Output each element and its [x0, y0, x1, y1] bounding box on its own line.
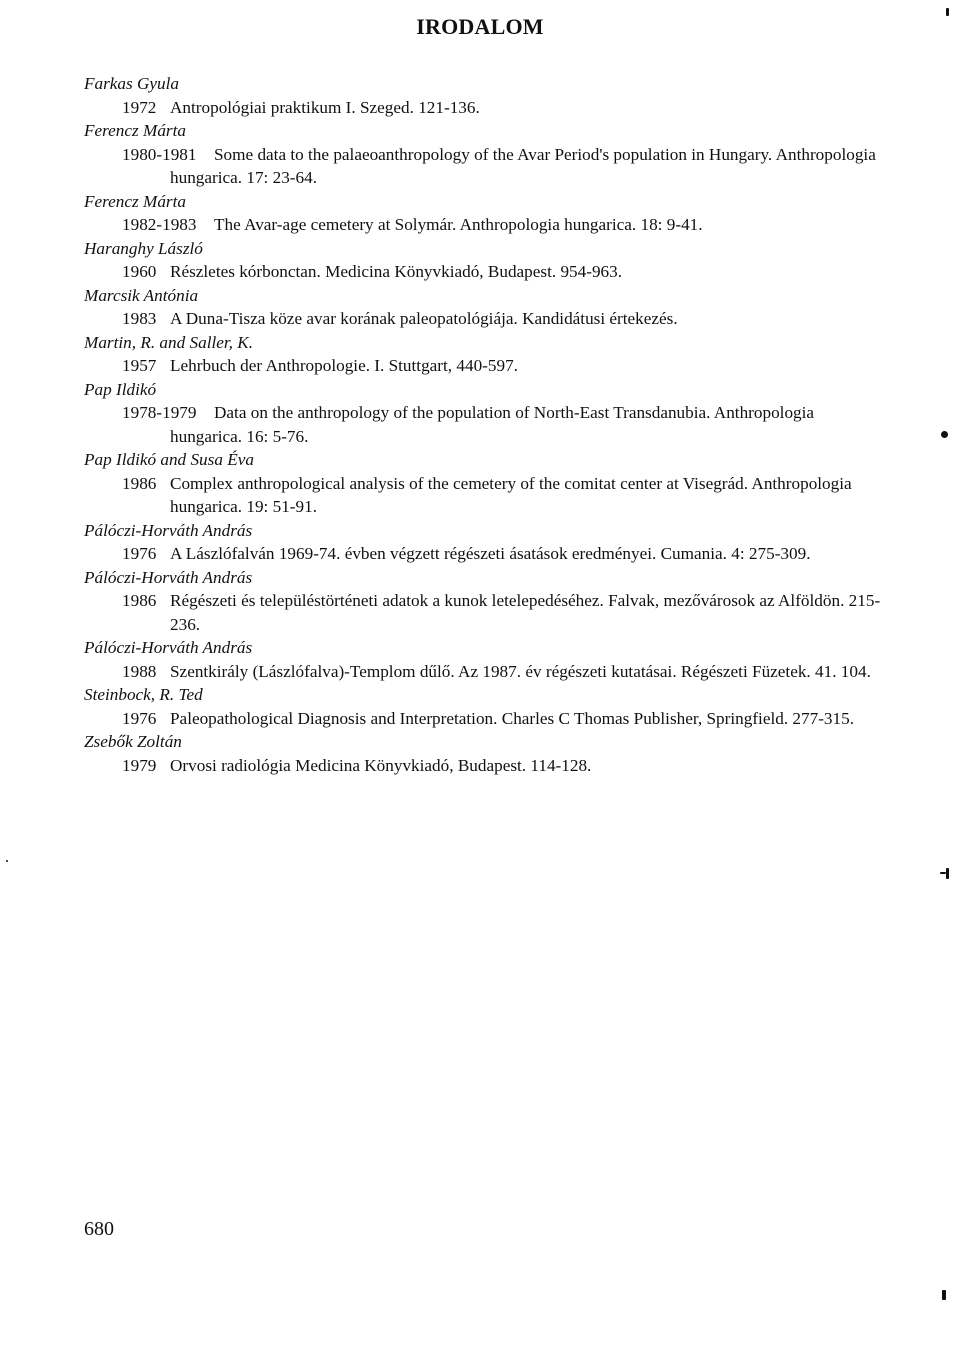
reference-text: Régészeti és településtörténeti adatok a kunok letelepedéséhez. Falvak, mezővárosok az Alföldön. 215-236.	[170, 591, 881, 634]
reference-list	[84, 72, 884, 777]
reference-item	[84, 284, 884, 331]
reference-year: 1976	[122, 544, 157, 563]
reference-entry	[84, 472, 884, 519]
scan-speck	[942, 1290, 946, 1300]
reference-item	[84, 636, 884, 683]
reference-author: Pálóczi-Horváth András	[84, 567, 253, 587]
reference-text: A Lászlófalván 1969-74. évben végzett régészeti ásatások eredményei. Cumania. 4: 275-309.	[170, 544, 811, 563]
reference-text: Antropológiai praktikum I. Szeged. 121-136.	[170, 97, 480, 117]
reference-year: 1982-1983	[122, 215, 197, 234]
reference-text: Lehrbuch der Anthropologie. I. Stuttgart, 440-597.	[170, 356, 518, 375]
reference-year: 1983	[122, 309, 157, 328]
reference-entry	[84, 542, 884, 566]
scan-speck	[941, 431, 948, 438]
reference-text: Paleopathological Diagnosis and Interpretation. Charles C Thomas Publisher, Springfield. 277-315.	[170, 708, 854, 728]
reference-author: Pap Ildikó and Susa Éva	[84, 450, 254, 469]
reference-entry	[84, 754, 884, 778]
reference-year: 1960	[122, 262, 157, 281]
reference-year: 1986	[122, 591, 157, 610]
reference-author: Ferencz Márta	[84, 191, 186, 211]
reference-item	[84, 730, 884, 777]
reference-year: 1988	[122, 661, 157, 681]
reference-author: Marcsik Antónia	[84, 285, 199, 305]
reference-item	[84, 119, 884, 190]
reference-year: 1972	[122, 97, 157, 117]
reference-author: Haranghy László	[84, 238, 203, 258]
page-number: 680	[84, 1218, 114, 1240]
reference-entry	[84, 354, 884, 378]
reference-item	[84, 448, 884, 519]
scan-speck	[946, 868, 949, 879]
reference-entry	[84, 307, 884, 331]
scan-speck	[946, 8, 949, 16]
scan-speck	[6, 860, 8, 862]
reference-author: Pálóczi-Horváth András	[84, 638, 253, 657]
reference-item	[84, 566, 884, 637]
reference-year: 1957	[122, 356, 157, 375]
reference-author: Pálóczi-Horváth András	[84, 520, 253, 540]
reference-text: A Duna-Tisza köze avar korának paleopatológiája. Kandidátusi értekezés.	[170, 309, 678, 328]
reference-entry	[84, 401, 884, 448]
reference-entry	[84, 707, 884, 731]
reference-author: Steinbock, R. Ted	[84, 685, 203, 704]
reference-text: Data on the anthropology of the population of North-East Transdanubia. Anthropologia hungarica. 16: 5-76.	[170, 403, 815, 446]
reference-entry	[84, 589, 884, 636]
page-title: IRODALOM	[416, 14, 544, 39]
reference-item	[84, 378, 884, 449]
reference-author: Farkas Gyula	[84, 74, 179, 93]
reference-item	[84, 237, 884, 284]
reference-entry	[84, 143, 884, 190]
reference-text: Some data to the palaeoanthropology of the Avar Period's population in Hungary. Anthropologia hungarica. 17: 23-64.	[170, 144, 876, 187]
reference-item	[84, 519, 884, 566]
reference-year: 1976	[122, 708, 157, 728]
reference-author: Zsebők Zoltán	[84, 732, 182, 751]
scan-speck	[940, 872, 946, 874]
reference-year: 1979	[122, 755, 157, 775]
reference-entry	[84, 660, 884, 684]
reference-entry	[84, 96, 884, 120]
reference-text: Complex anthropological analysis of the cemetery of the comitat center at Visegrád. Anthropologia hungarica. 19: 51-91.	[170, 473, 852, 516]
reference-text: Szentkirály (Lászlófalva)-Templom dűlő. Az 1987. év régészeti kutatásai. Régészeti Füzetek. 41. 104.	[170, 661, 871, 681]
reference-author: Ferencz Márta	[84, 121, 186, 140]
reference-item	[84, 190, 884, 237]
reference-year: 1978-1979	[122, 403, 197, 422]
reference-text: The Avar-age cemetery at Solymár. Anthropologia hungarica. 18: 9-41.	[214, 215, 703, 234]
reference-item	[84, 72, 884, 119]
reference-entry	[84, 260, 884, 284]
reference-author: Pap Ildikó	[84, 379, 157, 399]
reference-year: 1986	[122, 473, 157, 493]
reference-entry	[84, 213, 884, 237]
reference-item	[84, 331, 884, 378]
reference-author: Martin, R. and Saller, K.	[84, 332, 254, 352]
reference-item	[84, 683, 884, 730]
reference-text: Részletes kórbonctan. Medicina Könyvkiadó, Budapest. 954-963.	[170, 262, 623, 281]
reference-year: 1980-1981	[122, 144, 197, 164]
reference-text: Orvosi radiológia Medicina Könyvkiadó, Budapest. 114-128.	[170, 755, 592, 775]
